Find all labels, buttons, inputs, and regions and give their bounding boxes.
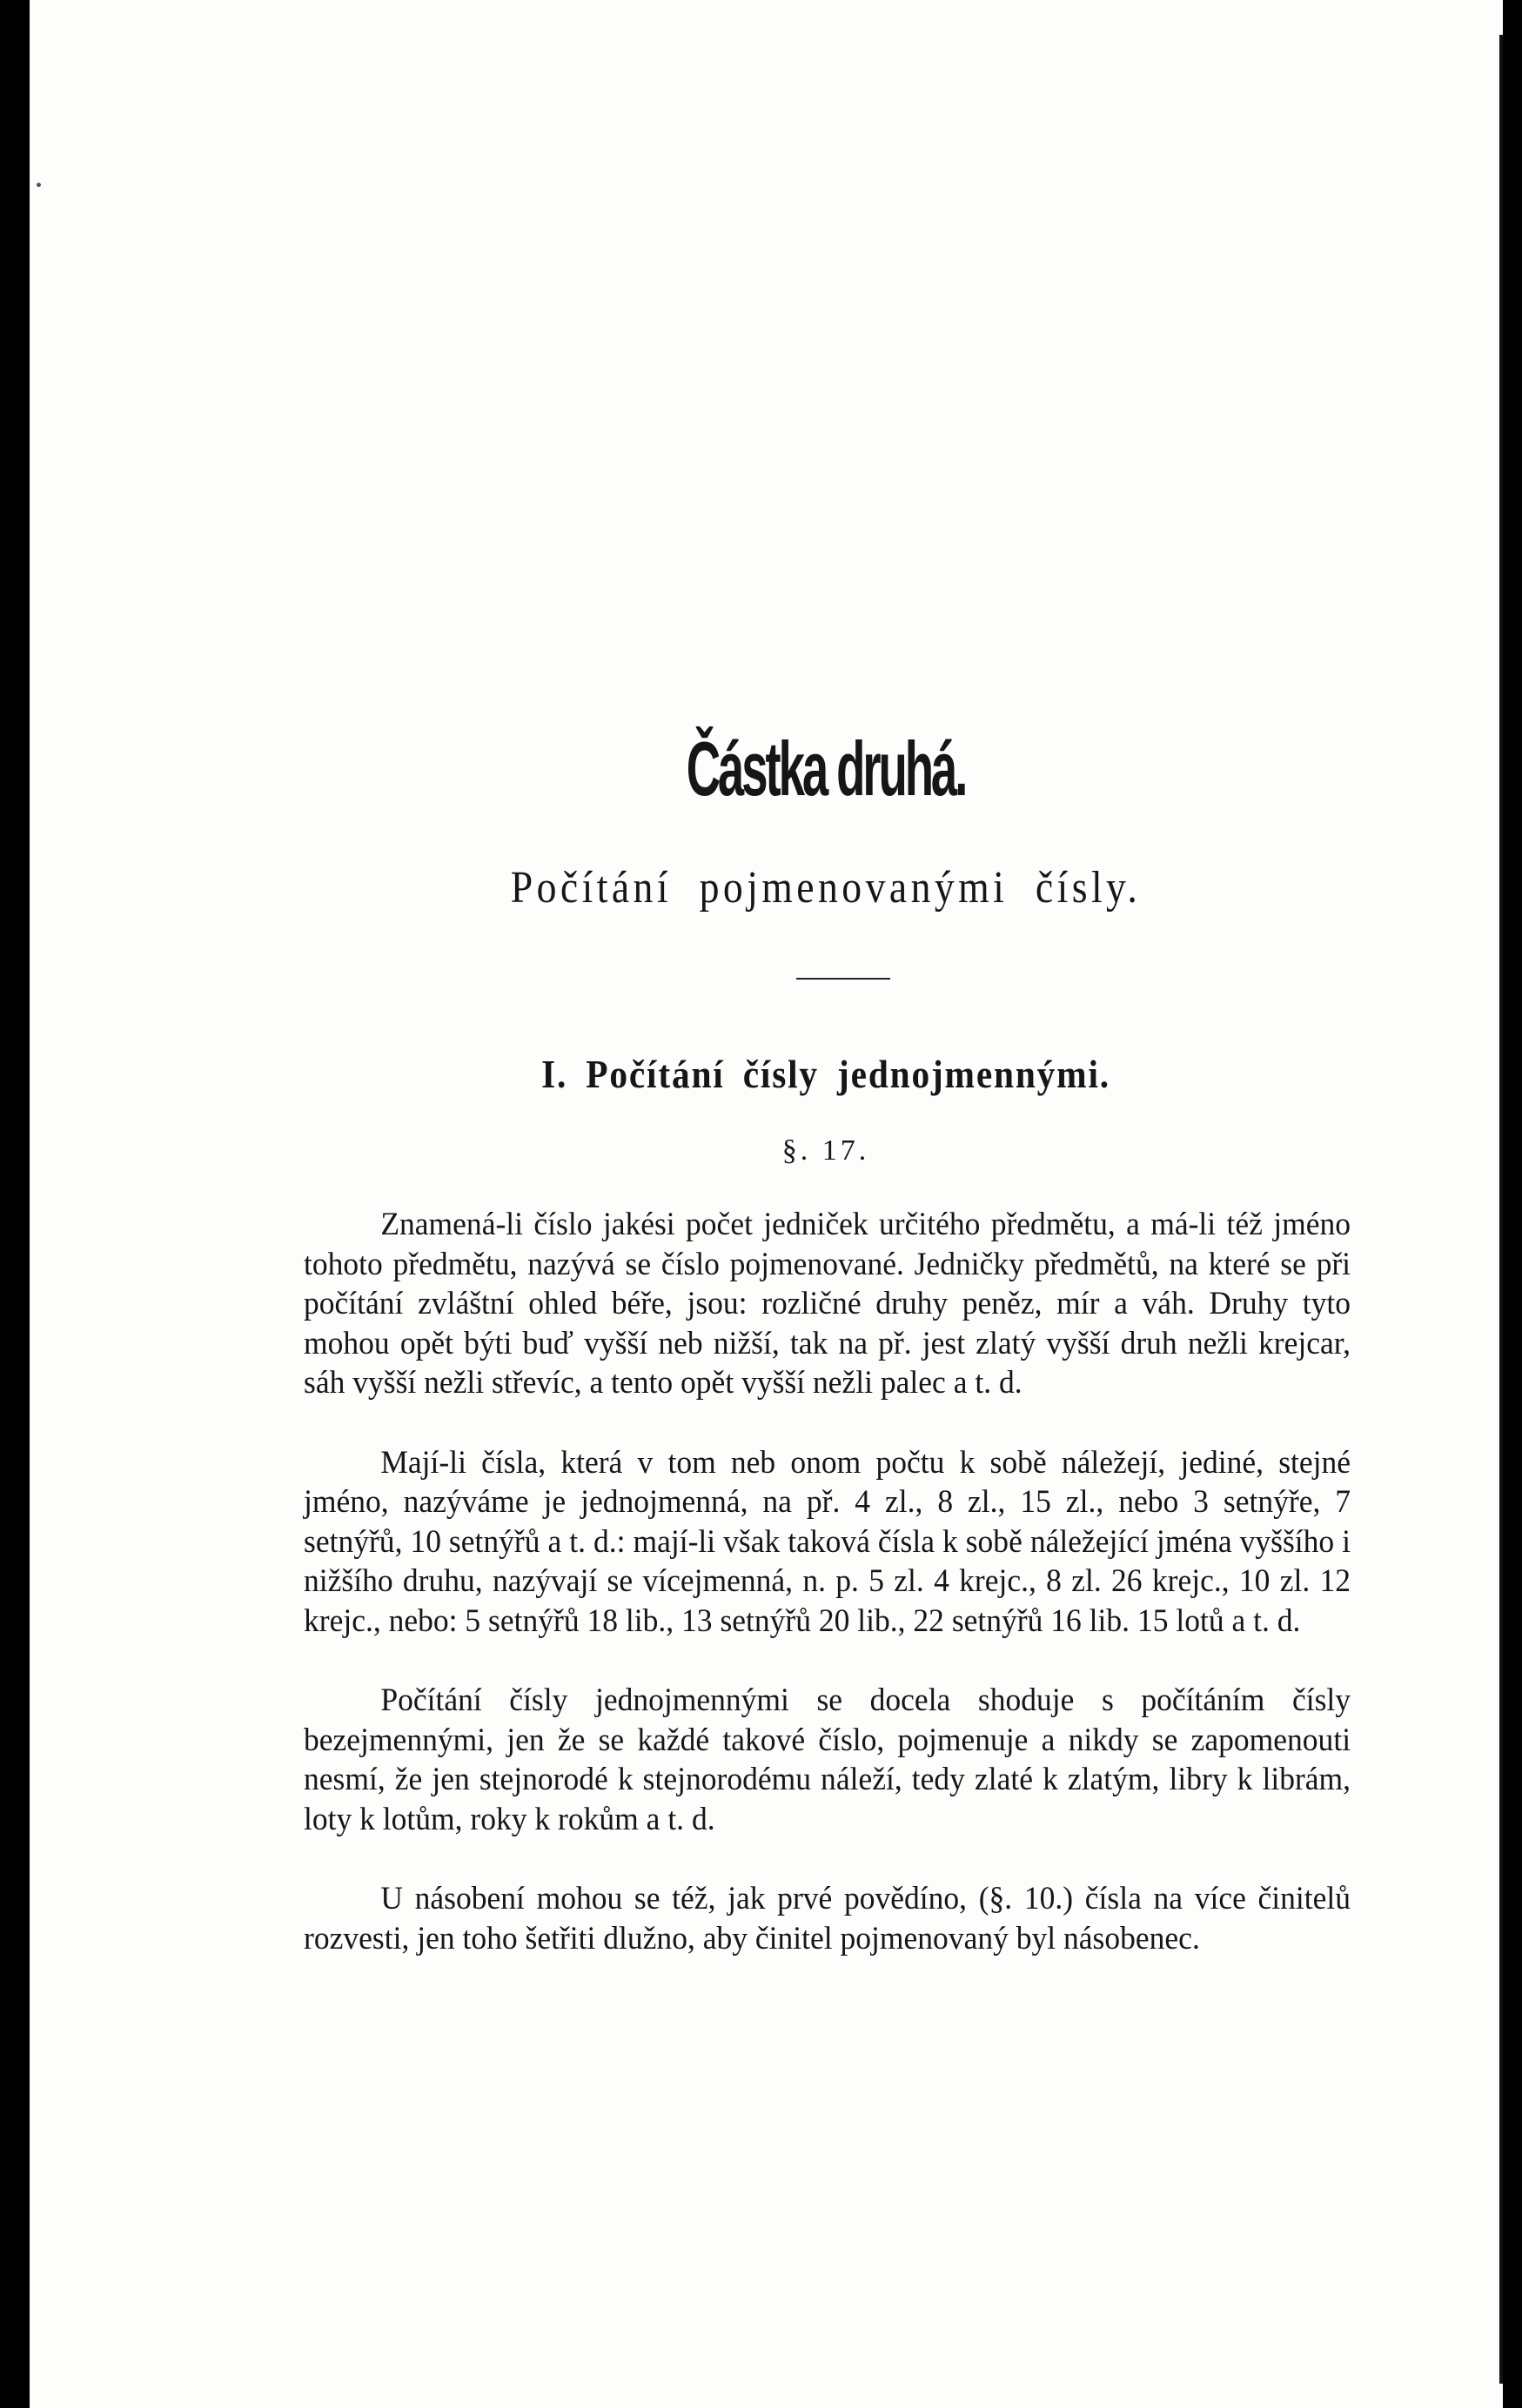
body-text [304, 1205, 1352, 1998]
paragraph-4: U násobení mohou se též, jak prvé povědíno, (§. 10.) čísla na více činitelů rozvesti, jen toho šetřiti dlužno, aby činitel pojmenovaný byl násobenec. [304, 1881, 1351, 1956]
scan-speck [37, 183, 41, 187]
part-subtitle: Počítání pojmenovanými čísly. [510, 863, 1142, 913]
section-divider [796, 978, 890, 980]
paragraph-1: Znamená-li číslo jakési počet jedniček určitého předmětu, a má-li též jméno tohoto předmětu, nazývá se číslo pojmenované. Jedničky předmětů, na které se při počítání zvláštní ohled béře, jsou: rozličné druhy peněz, mír a váh. Druhy tyto mohou opět býti buď vyšší neb nižší, tak na př. jest zlatý vyšší druh nežli krejcar, sáh vyšší nežli střevíc, a tento opět vyšší nežli palec a t. d. [304, 1207, 1351, 1401]
paragraph-2: Mají-li čísla, která v tom neb onom počtu k sobě náležejí, jediné, stejné jméno, nazýváme je jednojmenná, na př. 4 zl., 8 zl., 15 zl., nebo 3 setnýře, 7 setnýřů, 10 setnýřů a t. d.: mají-li však taková čísla k sobě náležející jména vyššího i nižšího druhu, nazývají se vícejmenná, n. p. 5 zl. 4 krejc., 8 zl. 26 krejc., 10 zl. 12 krejc., nebo: 5 setnýřů 18 lib., 13 setnýřů 20 lib., 22 setnýřů 16 lib. 15 lotů a t. d. [304, 1444, 1351, 1639]
page-edge-shadow [1499, 35, 1503, 2384]
paragraph-number: §. 17. [781, 1134, 870, 1167]
section-title: I. Počítání čísly jednojmennými. [541, 1052, 1110, 1096]
part-title: Částka druhá. [686, 726, 966, 812]
book-page [30, 0, 1503, 2408]
paragraph-3: Počítání čísly jednojmennými se docela shoduje s počítáním čísly bezejmennými, jen že se každé takové číslo, pojmenuje a nikdy se zapomenouti nesmí, že jen stejnorodé k stejnorodému náleží, tedy zlaté k zlatým, libry k librám, loty k lotům, roky k rokům a t. d. [304, 1682, 1351, 1837]
